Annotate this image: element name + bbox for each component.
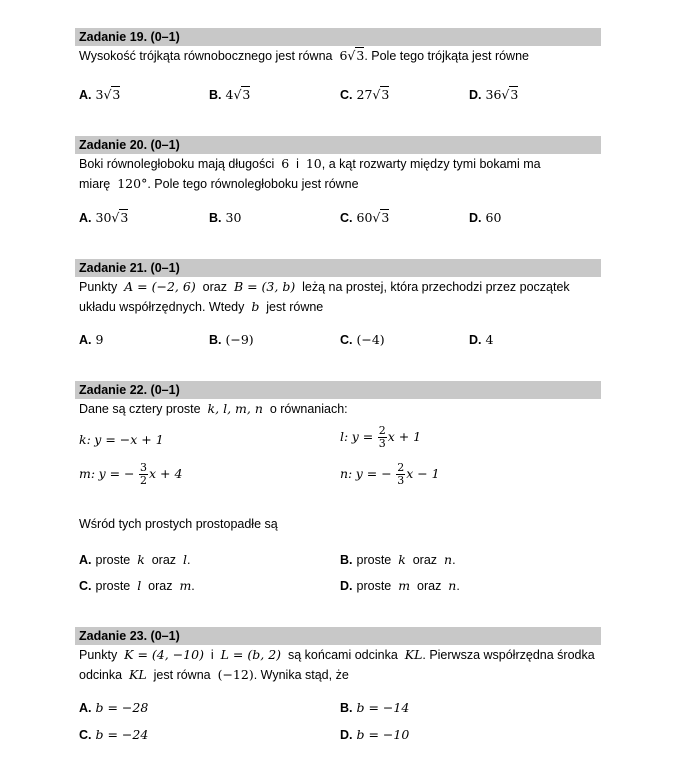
task-header: Zadanie 23. (0–1): [75, 627, 601, 645]
answer-b[interactable]: B. (−9): [209, 332, 254, 347]
task-20: [75, 136, 601, 194]
answer-b[interactable]: B. proste k oraz n.: [340, 552, 456, 567]
answer-d[interactable]: D. 4: [469, 332, 494, 347]
equation-m: m: y = − $\frac{3}{2}$ x + 4: [79, 461, 183, 487]
answer-c[interactable]: C. proste l oraz m.: [79, 578, 195, 593]
answer-d[interactable]: D. 36√3: [469, 87, 519, 102]
answer-a[interactable]: A. b = −28: [79, 700, 149, 715]
answer-d[interactable]: D. 60: [469, 210, 502, 225]
answer-b[interactable]: B. 4√3: [209, 87, 251, 102]
answer-a[interactable]: A. 30√3: [79, 210, 129, 225]
answer-a[interactable]: A. 9: [79, 332, 104, 347]
fraction: $\frac{2}{3}$: [397, 461, 405, 487]
answer-b[interactable]: B. b = −14: [340, 700, 410, 715]
answer-c[interactable]: C. (−4): [340, 332, 385, 347]
task-header: Zadanie 19. (0–1): [75, 28, 601, 46]
task-text: Punkty A = (−2, 6) oraz B = (3, b) leżą na prostej, która przechodzi przez początek układu współrzędnych. Wtedy b jest równe: [79, 279, 570, 314]
answer-d[interactable]: D. b = −10: [340, 727, 410, 742]
task-text: Punkty K = (4, −10) i L = (b, 2) są końcami odcinka KL. Pierwsza współrzędna środka odcinka KL jest równa (−12). Wynika stąd, że: [79, 647, 595, 682]
answer-c[interactable]: C. b = −24: [79, 727, 149, 742]
task-text: Boki równoległoboku mają długości 6 i 10, a kąt rozwarty między tymi bokami ma miarę 120°. Pole tego równoległoboku jest równe: [79, 156, 541, 191]
task-header: Zadanie 21. (0–1): [75, 259, 601, 277]
task-19: [75, 28, 601, 66]
task-21: [75, 259, 601, 317]
equation-k: k: y = −x + 1: [79, 432, 164, 447]
answer-a[interactable]: A. 3√3: [79, 87, 121, 102]
equation-l: l: y = $\frac{2}{3}$ x + 1: [340, 424, 422, 450]
task-text: Wysokość trójkąta równobocznego jest równa 6√3. Pole tego trójkąta jest równe: [79, 48, 529, 63]
answer-a[interactable]: A. proste k oraz l.: [79, 552, 191, 567]
task-question: Wśród tych prostych prostopadłe są: [79, 517, 278, 531]
task-23: [75, 627, 601, 685]
answer-b[interactable]: B. 30: [209, 210, 242, 225]
task-header: Zadanie 20. (0–1): [75, 136, 601, 154]
answer-c[interactable]: C. 60√3: [340, 210, 390, 225]
answer-c[interactable]: C. 27√3: [340, 87, 390, 102]
equation-n: n: y = − $\frac{2}{3}$ x − 1: [340, 461, 440, 487]
fraction: $\frac{2}{3}$: [378, 424, 386, 450]
answer-d[interactable]: D. proste m oraz n.: [340, 578, 460, 593]
task-22: [75, 381, 601, 419]
task-header: Zadanie 22. (0–1): [75, 381, 601, 399]
fraction: $\frac{3}{2}$: [140, 461, 148, 487]
task-text: Dane są cztery proste k, l, m, n o równaniach:: [79, 401, 348, 416]
